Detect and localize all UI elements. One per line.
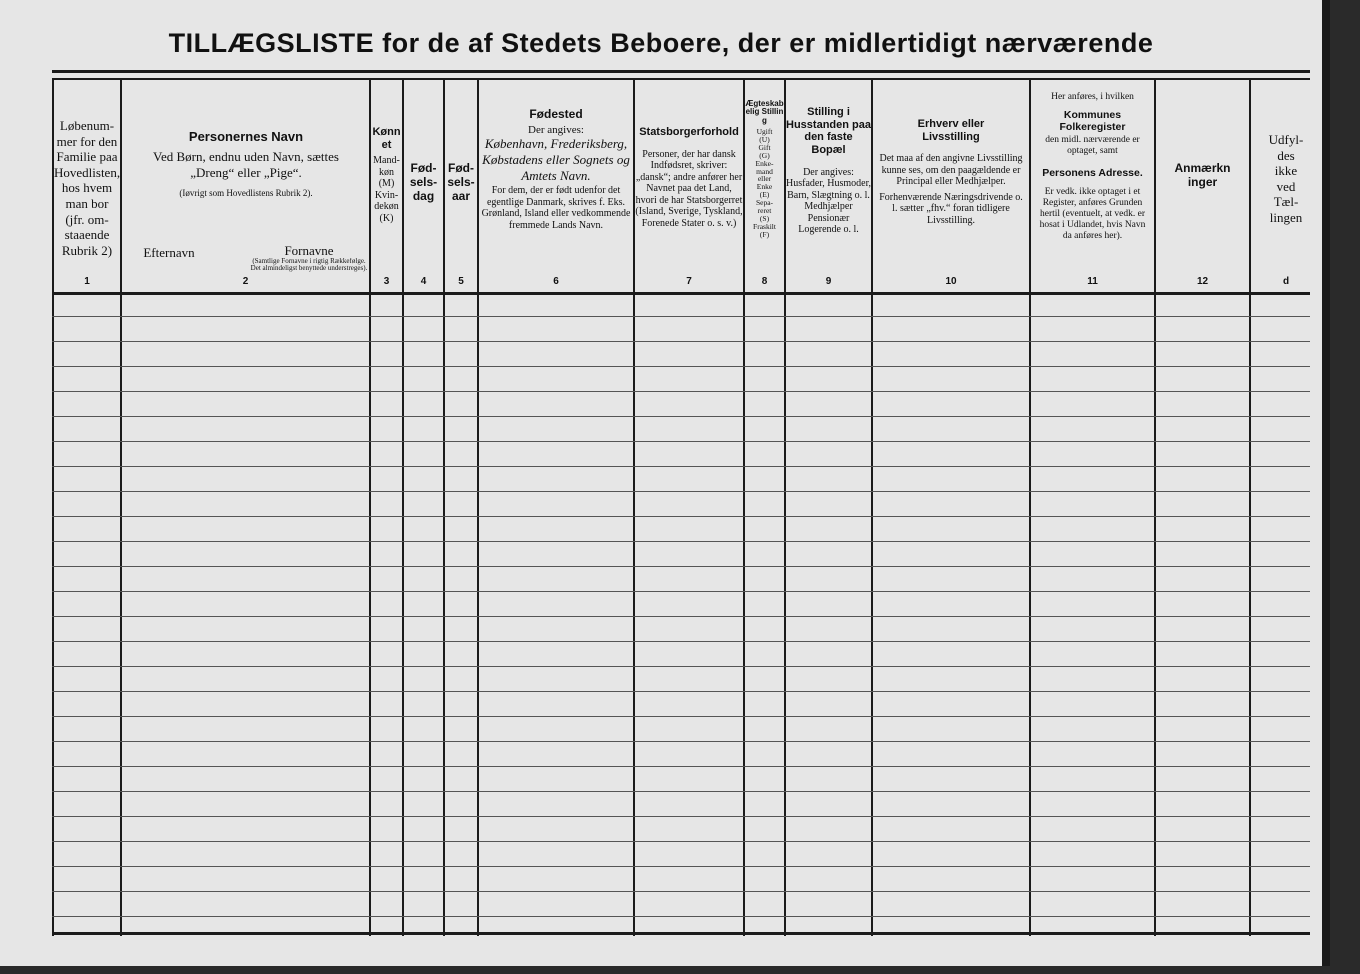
column-5-heading: Fød- <box>448 162 474 175</box>
header-top-line <box>52 78 1310 80</box>
column-8-line: Sepa- <box>755 198 774 208</box>
column-9-body: Husfader, Husmoder, Barn, Slægtning o. l. Medhjælper Pensionær Logerende o. l. <box>786 178 871 236</box>
column-6-heading: Fødested <box>529 108 583 121</box>
column-10-header <box>873 118 1029 318</box>
column-7-header <box>635 126 743 326</box>
entry-line <box>52 916 1310 917</box>
column-d-line: ikke <box>1274 163 1298 179</box>
column-number: 10 <box>945 276 957 287</box>
column-10-note: Forhenværende Næringsdrivende o. l. sætter „fhv.“ foran tidligere Livsstilling. <box>879 191 1023 226</box>
entry-line <box>52 816 1310 817</box>
column-number: 2 <box>242 276 249 287</box>
column-3-header <box>371 126 402 326</box>
column-8-line: (G) <box>759 150 770 160</box>
column-d-line: des <box>1277 147 1295 163</box>
column-11-heading: Kommunes Folkeregister <box>1059 108 1126 133</box>
column-7-heading: Statsborgerforhold <box>639 126 739 138</box>
entry-line <box>52 791 1310 792</box>
entry-line <box>52 666 1310 667</box>
column-6-body: København, Frederiksberg, Købstadens eller Sognets og Amtets Navn. <box>482 136 630 183</box>
column-d-line: ved <box>1276 178 1296 194</box>
column-number: 5 <box>458 276 464 287</box>
column-number: 7 <box>686 276 692 287</box>
column-3-line: Kvin- <box>374 189 399 201</box>
column-1-line: staaende <box>64 227 110 243</box>
column-7-body: Personer, der har dansk Indfødsret, skriver: „dansk“; andre anfører her Navnet paa det Land, hvori de har Statsborgerret (Island, Sverige, Tyskland, Forenede Stater o. s. v.) <box>635 148 743 229</box>
column-number: 4 <box>420 276 427 287</box>
column-2-body: Ved Børn, endnu uden Navn, sættes „Dreng“ eller „Pige“. <box>153 148 339 180</box>
column-8-line: Enke- <box>755 158 774 168</box>
column-8-line: (E) <box>759 190 770 200</box>
column-6-sub: Der angives: <box>528 123 584 136</box>
column-12-header <box>1156 162 1249 362</box>
column-11-heading-2: Personens Adresse. <box>1042 166 1143 179</box>
column-1-line: man bor <box>65 195 109 211</box>
column-4-line: sels- <box>409 174 438 189</box>
column-9-sub: Der angives: <box>803 166 854 178</box>
column-8-line: (F) <box>759 229 770 239</box>
column-10-heading: Erhverv eller Livsstilling <box>917 118 985 143</box>
column-8-line: Gift <box>758 142 771 152</box>
column-2-note: (Iøvrigt som Hovedlistens Rubrik 2). <box>179 188 313 199</box>
entry-line <box>52 841 1310 842</box>
column-11-body: den midl. nærværende er optaget, samt <box>1045 135 1140 156</box>
column-8-line: Ugift <box>756 127 773 137</box>
entry-line <box>52 741 1310 742</box>
column-3-line: (M) <box>378 178 395 190</box>
column-1-line: Løbenum- <box>59 118 115 133</box>
column-8-line: eller <box>757 174 772 184</box>
entry-line <box>52 866 1310 867</box>
column-d-line: Udfyl- <box>1268 132 1304 147</box>
column-3-line: (K) <box>379 212 394 224</box>
column-1-line: mer for den <box>56 133 118 149</box>
column-1-line: Rubrik 2) <box>61 242 113 258</box>
entry-line <box>52 466 1310 467</box>
column-number: 11 <box>1087 276 1098 287</box>
bottom-line <box>52 932 1310 935</box>
column-11-note: Er vedk. ikke optaget i et Register, anføres Grunden hertil (eventuelt, at vedk. er hosat i Udlandet, hvis Navn da anføres her). <box>1039 186 1146 241</box>
entry-line <box>52 716 1310 717</box>
column-number: 6 <box>553 276 559 287</box>
column-8-line: reret <box>757 205 772 215</box>
column-2-firstnames-note: (Samtlige Fornavne i rigtig Rækkefølge. Det almindeligst benyttede understreges). <box>250 258 368 273</box>
column-11-pre: Her anføres, i hvilken <box>1051 92 1134 102</box>
entry-line <box>52 891 1310 892</box>
column-12-heading: Anmærkninger <box>1174 162 1231 189</box>
entry-line <box>52 541 1310 542</box>
entry-line <box>52 341 1310 342</box>
column-1-line: (jfr. om- <box>65 211 109 227</box>
entry-line <box>52 691 1310 692</box>
column-3-line: dekøn <box>374 201 399 213</box>
top-rule <box>52 70 1310 73</box>
column-8-line: Fraskilt <box>753 221 776 231</box>
entry-line <box>52 641 1310 642</box>
column-10-body: Det maa af den angivne Livsstilling kunne ses, om den paagældende er Principal eller Medhjælper. <box>879 153 1023 188</box>
column-5-line: sels- <box>447 174 475 189</box>
column-5-line: aar <box>451 188 471 203</box>
entry-line <box>52 766 1310 767</box>
entry-line <box>52 616 1310 617</box>
column-1-line: Hovedlisten, <box>54 164 120 180</box>
entry-line <box>52 366 1310 367</box>
column-2-header <box>124 130 368 330</box>
column-8-line: (U) <box>759 135 770 145</box>
entry-line <box>52 566 1310 567</box>
entry-line <box>52 391 1310 392</box>
column-divider <box>120 78 122 936</box>
column-8-line: Enke <box>756 182 773 192</box>
column-1-line: hos hvem <box>61 180 113 196</box>
column-11-header <box>1031 92 1154 292</box>
entry-line <box>52 591 1310 592</box>
column-number: 1 <box>84 276 90 287</box>
column-d-line: Tæl- <box>1273 194 1299 210</box>
column-8-heading: Ægteskabelig Stilling <box>745 100 784 125</box>
column-number: d <box>1282 276 1290 287</box>
column-2-subheader-surname: Efternavn <box>143 245 195 260</box>
column-3-heading: Kønnet <box>372 126 401 151</box>
column-3-line: køn <box>379 166 394 178</box>
column-4-header <box>404 162 443 362</box>
entry-line <box>52 416 1310 417</box>
column-3-line: Mand- <box>373 155 400 167</box>
column-d-line: lingen <box>1269 209 1303 225</box>
column-number: 8 <box>761 276 768 287</box>
column-number: 3 <box>383 276 390 287</box>
column-1-header <box>54 118 120 318</box>
column-4-heading: Fød- <box>410 162 437 175</box>
column-1-line: Familie paa <box>56 149 118 165</box>
entry-line <box>52 441 1310 442</box>
column-8-line: mand <box>756 166 773 176</box>
form-title: TILLÆGSLISTE for de af Stedets Beboere, der er midlertidigt nærværende <box>168 28 1154 58</box>
column-4-line: dag <box>412 188 435 203</box>
column-8-line: (S) <box>759 213 770 223</box>
entry-line <box>52 491 1310 492</box>
column-5-header <box>445 162 477 362</box>
column-6-note: For dem, der er født udenfor det egentlige Danmark, skrives f. Eks. Grønland, Island eller vedkommende fremmede Lands Navn. <box>481 185 631 231</box>
column-2-heading: Personernes Navn <box>188 130 304 144</box>
column-2-subheader-firstnames: Fornavne <box>284 243 334 258</box>
column-8-header <box>745 100 784 300</box>
entry-line <box>52 516 1310 517</box>
column-number: 9 <box>825 276 832 287</box>
column-9-heading: Stilling i Husstanden paa den faste Bopæl <box>786 106 871 156</box>
column-number: 12 <box>1196 276 1209 287</box>
column-d-header <box>1251 132 1321 332</box>
